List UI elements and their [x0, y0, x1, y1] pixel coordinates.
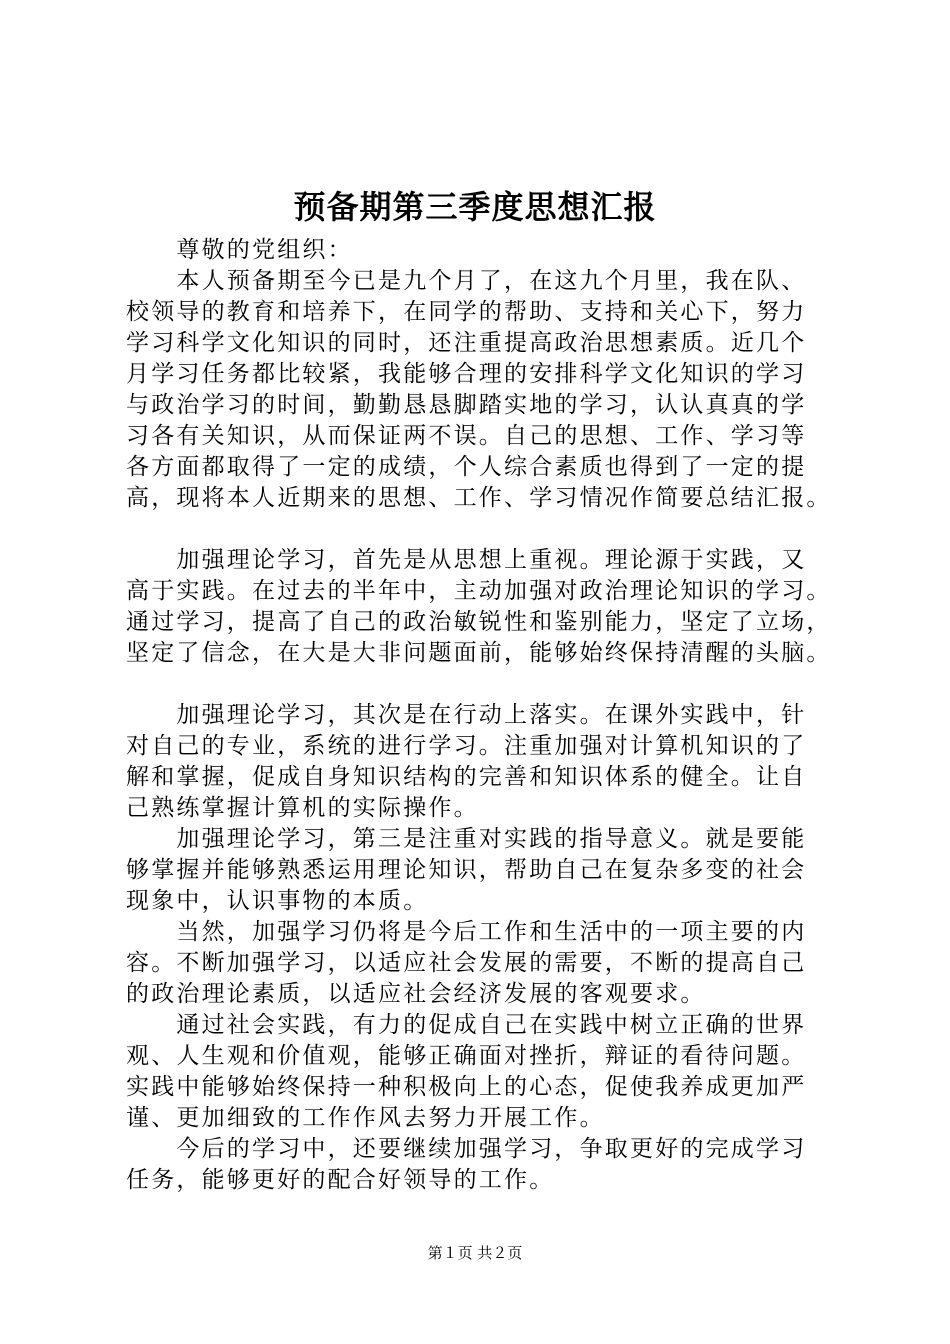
body-line: 与政治学习的时间，勤勤恳恳脚踏实地的学习，认认真真的学	[126, 392, 807, 418]
body-line: 校领导的教育和培养下，在同学的帮助、支持和关心下，努力	[126, 299, 807, 325]
body-line: 解和掌握，促成自身知识结构的完善和知识体系的健全。让自	[126, 764, 807, 790]
body-line: 当然，加强学习仍将是今后工作和生活中的一项主要的内	[126, 919, 807, 945]
body-line: 现象中，认识事物的本质。	[126, 888, 429, 914]
body-line: 对自己的专业，系统的进行学习。注重加强对计算机知识的了	[126, 733, 807, 759]
body-line: 尊敬的党组织：	[126, 237, 353, 263]
body-line: 实践中能够始终保持一种积极向上的心态，促使我养成更加严	[126, 1074, 807, 1100]
body-line: 各方面都取得了一定的成绩，个人综合素质也得到了一定的提	[126, 454, 807, 480]
body-line: 本人预备期至今已是九个月了，在这九个月里，我在队、	[126, 268, 807, 294]
body-line: 坚定了信念，在大是大非问题面前，能够始终保持清醒的头脑。	[126, 640, 832, 666]
body-line: 高，现将本人近期来的思想、工作、学习情况作简要总结汇报。	[126, 485, 832, 511]
body-line: 高于实践。在过去的半年中，主动加强对政治理论知识的学习。	[126, 578, 832, 604]
body-line: 己熟练掌握计算机的实际操作。	[126, 795, 479, 821]
body-line: 观、人生观和价值观，能够正确面对挫折，辩证的看待问题。	[126, 1043, 807, 1069]
body-line: 够掌握并能够熟悉运用理论知识，帮助自己在复杂多变的社会	[126, 857, 807, 883]
body-line: 加强理论学习，其次是在行动上落实。在课外实践中，针	[126, 702, 807, 728]
body-line: 学习科学文化知识的同时，还注重提高政治思想素质。近几个	[126, 330, 807, 356]
body-line: 加强理论学习，第三是注重对实践的指导意义。就是要能	[126, 826, 807, 852]
body-line: 任务，能够更好的配合好领导的工作。	[126, 1167, 555, 1193]
body-line: 习各有关知识，从而保证两不误。自己的思想、工作、学习等	[126, 423, 807, 449]
page-footer: 第１页 共２页	[427, 1244, 523, 1262]
body-line: 今后的学习中，还要继续加强学习，争取更好的完成学习	[126, 1136, 807, 1162]
document-title: 预备期第三季度思想汇报	[293, 188, 657, 226]
body-line: 月学习任务都比较紧，我能够合理的安排科学文化知识的学习	[126, 361, 807, 387]
body-line: 加强理论学习，首先是从思想上重视。理论源于实践，又	[126, 547, 807, 573]
body-line: 通过学习，提高了自己的政治敏锐性和鉴别能力，坚定了立场，	[126, 609, 832, 635]
body-line: 谨、更加细致的工作作风去努力开展工作。	[126, 1105, 605, 1131]
body-line: 容。不断加强学习，以适应社会发展的需要，不断的提高自己	[126, 950, 807, 976]
body-line: 通过社会实践，有力的促成自己在实践中树立正确的世界	[126, 1012, 807, 1038]
body-line: 的政治理论素质，以适应社会经济发展的客观要求。	[126, 981, 706, 1007]
